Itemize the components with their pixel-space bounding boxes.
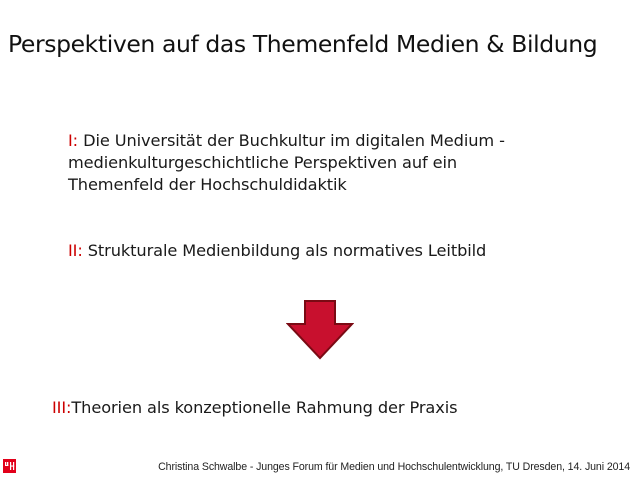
arrow-down-icon — [286, 300, 354, 360]
page-title: Perspektiven auf das Themenfeld Medien & Bildung — [8, 30, 598, 58]
item-text: medienkulturgeschichtliche Perspektiven auf ein — [68, 153, 458, 172]
item-text: Die Universität der Buchkultur im digitalen Medium - — [83, 131, 505, 150]
item-text: Strukturale Medienbildung als normatives Leitbild — [87, 241, 487, 260]
item-number: III: — [52, 398, 72, 417]
list-item — [52, 397, 457, 419]
footer-text: Christina Schwalbe - Junges Forum für Medien und Hochschulentwicklung, TU Dresden, 14. Juni 2014 — [158, 461, 630, 473]
item-number: I: — [68, 131, 79, 150]
list-item — [68, 130, 505, 196]
item-text: Theorien als konzeptionelle Rahmung der Praxis — [71, 398, 458, 417]
item-number: II: — [68, 241, 83, 260]
uhh-logo-icon — [3, 459, 16, 473]
item-text: Themenfeld der Hochschuldidaktik — [68, 175, 347, 194]
list-item — [68, 240, 486, 262]
